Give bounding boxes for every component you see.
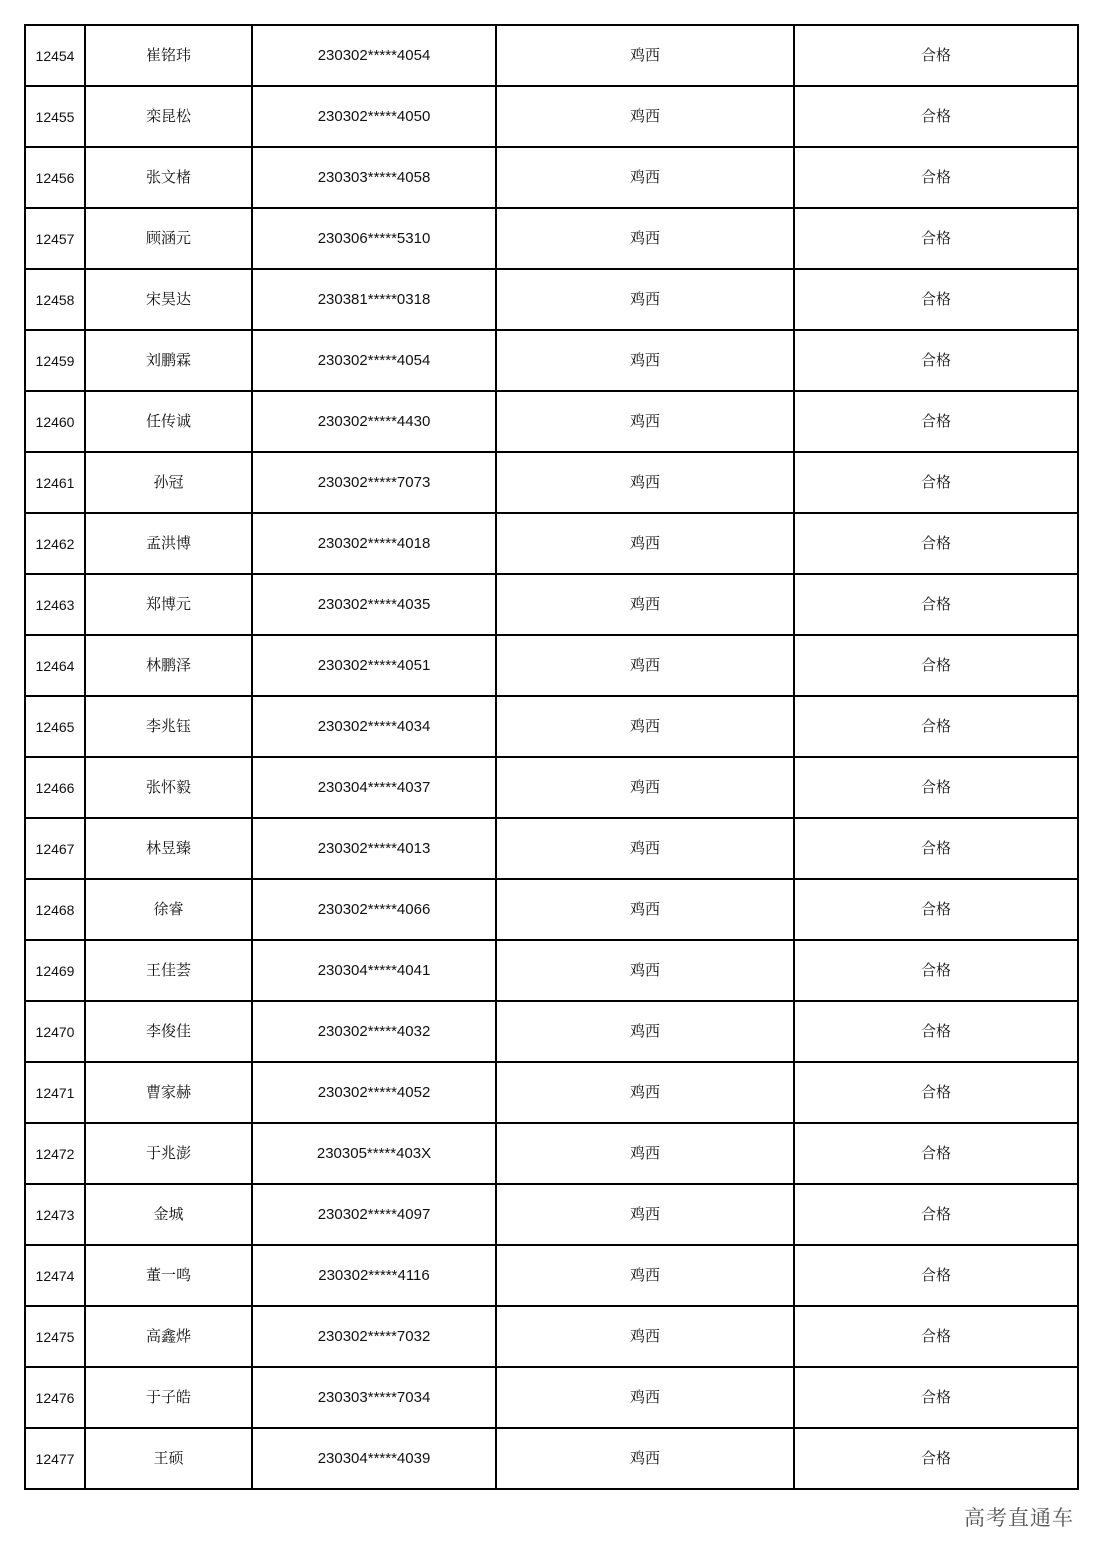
cell-region: 鸡西 (496, 1062, 794, 1123)
cell-id-number: 230381*****0318 (252, 269, 496, 330)
cell-region: 鸡西 (496, 818, 794, 879)
cell-id-number: 230303*****4058 (252, 147, 496, 208)
cell-result: 合格 (794, 635, 1078, 696)
cell-id-number: 230302*****4054 (252, 330, 496, 391)
table-row (25, 818, 1078, 879)
cell-name: 顾涵元 (85, 208, 252, 269)
cell-result: 合格 (794, 1245, 1078, 1306)
cell-region: 鸡西 (496, 86, 794, 147)
cell-region: 鸡西 (496, 452, 794, 513)
table-row (25, 879, 1078, 940)
cell-region: 鸡西 (496, 269, 794, 330)
results-table (24, 24, 1079, 1490)
cell-region: 鸡西 (496, 696, 794, 757)
cell-name: 高鑫烨 (85, 1306, 252, 1367)
cell-serial-number: 12455 (25, 86, 85, 147)
cell-id-number: 230302*****7073 (252, 452, 496, 513)
table-row (25, 940, 1078, 1001)
cell-name: 林昱臻 (85, 818, 252, 879)
table-row (25, 147, 1078, 208)
cell-name: 王硕 (85, 1428, 252, 1489)
cell-serial-number: 12460 (25, 391, 85, 452)
cell-serial-number: 12469 (25, 940, 85, 1001)
cell-result: 合格 (794, 696, 1078, 757)
cell-name: 栾昆松 (85, 86, 252, 147)
cell-serial-number: 12472 (25, 1123, 85, 1184)
cell-result: 合格 (794, 269, 1078, 330)
cell-name: 刘鹏霖 (85, 330, 252, 391)
table-row (25, 1062, 1078, 1123)
cell-serial-number: 12457 (25, 208, 85, 269)
cell-result: 合格 (794, 818, 1078, 879)
table-row (25, 574, 1078, 635)
cell-region: 鸡西 (496, 391, 794, 452)
cell-id-number: 230304*****4041 (252, 940, 496, 1001)
cell-serial-number: 12463 (25, 574, 85, 635)
cell-id-number: 230302*****4066 (252, 879, 496, 940)
cell-result: 合格 (794, 940, 1078, 1001)
cell-serial-number: 12476 (25, 1367, 85, 1428)
cell-name: 孟洪博 (85, 513, 252, 574)
table-row (25, 513, 1078, 574)
cell-name: 曹家赫 (85, 1062, 252, 1123)
cell-name: 金城 (85, 1184, 252, 1245)
cell-serial-number: 12470 (25, 1001, 85, 1062)
cell-region: 鸡西 (496, 208, 794, 269)
cell-name: 崔铭玮 (85, 25, 252, 86)
cell-id-number: 230302*****4051 (252, 635, 496, 696)
cell-id-number: 230305*****403X (252, 1123, 496, 1184)
cell-result: 合格 (794, 330, 1078, 391)
cell-region: 鸡西 (496, 25, 794, 86)
table-row (25, 330, 1078, 391)
cell-serial-number: 12473 (25, 1184, 85, 1245)
cell-result: 合格 (794, 757, 1078, 818)
cell-serial-number: 12465 (25, 696, 85, 757)
cell-serial-number: 12475 (25, 1306, 85, 1367)
cell-name: 张文楮 (85, 147, 252, 208)
cell-id-number: 230302*****4050 (252, 86, 496, 147)
cell-result: 合格 (794, 452, 1078, 513)
table-row (25, 86, 1078, 147)
cell-id-number: 230303*****7034 (252, 1367, 496, 1428)
cell-result: 合格 (794, 1062, 1078, 1123)
cell-region: 鸡西 (496, 940, 794, 1001)
cell-id-number: 230302*****4052 (252, 1062, 496, 1123)
cell-serial-number: 12464 (25, 635, 85, 696)
cell-name: 张怀毅 (85, 757, 252, 818)
table-row (25, 25, 1078, 86)
cell-id-number: 230304*****4039 (252, 1428, 496, 1489)
cell-serial-number: 12474 (25, 1245, 85, 1306)
cell-name: 于子皓 (85, 1367, 252, 1428)
cell-serial-number: 12466 (25, 757, 85, 818)
cell-result: 合格 (794, 513, 1078, 574)
watermark: 高考直通车 (962, 1502, 1076, 1532)
table-row (25, 635, 1078, 696)
cell-name: 王佳荟 (85, 940, 252, 1001)
table-row (25, 1123, 1078, 1184)
table-row (25, 269, 1078, 330)
cell-serial-number: 12461 (25, 452, 85, 513)
cell-name: 李俊佳 (85, 1001, 252, 1062)
cell-serial-number: 12462 (25, 513, 85, 574)
cell-result: 合格 (794, 208, 1078, 269)
table-row (25, 1306, 1078, 1367)
cell-region: 鸡西 (496, 1001, 794, 1062)
cell-id-number: 230306*****5310 (252, 208, 496, 269)
cell-serial-number: 12459 (25, 330, 85, 391)
cell-result: 合格 (794, 1367, 1078, 1428)
cell-serial-number: 12477 (25, 1428, 85, 1489)
table-row (25, 1001, 1078, 1062)
cell-result: 合格 (794, 1001, 1078, 1062)
table-row (25, 757, 1078, 818)
cell-name: 董一鸣 (85, 1245, 252, 1306)
table-row (25, 1367, 1078, 1428)
cell-id-number: 230302*****4018 (252, 513, 496, 574)
cell-region: 鸡西 (496, 879, 794, 940)
cell-id-number: 230302*****4054 (252, 25, 496, 86)
cell-serial-number: 12458 (25, 269, 85, 330)
cell-result: 合格 (794, 86, 1078, 147)
cell-id-number: 230302*****4116 (252, 1245, 496, 1306)
cell-id-number: 230302*****4032 (252, 1001, 496, 1062)
cell-result: 合格 (794, 1123, 1078, 1184)
cell-id-number: 230302*****7032 (252, 1306, 496, 1367)
cell-region: 鸡西 (496, 1367, 794, 1428)
cell-name: 李兆钰 (85, 696, 252, 757)
cell-name: 孙冠 (85, 452, 252, 513)
cell-region: 鸡西 (496, 1245, 794, 1306)
cell-result: 合格 (794, 1428, 1078, 1489)
cell-region: 鸡西 (496, 330, 794, 391)
cell-region: 鸡西 (496, 635, 794, 696)
cell-name: 宋昊达 (85, 269, 252, 330)
cell-region: 鸡西 (496, 1428, 794, 1489)
cell-id-number: 230302*****4035 (252, 574, 496, 635)
cell-name: 于兆澎 (85, 1123, 252, 1184)
table-row (25, 1245, 1078, 1306)
cell-serial-number: 12454 (25, 25, 85, 86)
cell-serial-number: 12471 (25, 1062, 85, 1123)
cell-serial-number: 12456 (25, 147, 85, 208)
cell-region: 鸡西 (496, 574, 794, 635)
cell-id-number: 230302*****4034 (252, 696, 496, 757)
table-row (25, 1428, 1078, 1489)
cell-region: 鸡西 (496, 1123, 794, 1184)
cell-id-number: 230304*****4037 (252, 757, 496, 818)
cell-result: 合格 (794, 147, 1078, 208)
table-row (25, 391, 1078, 452)
table-row (25, 1184, 1078, 1245)
cell-result: 合格 (794, 391, 1078, 452)
cell-id-number: 230302*****4013 (252, 818, 496, 879)
cell-region: 鸡西 (496, 147, 794, 208)
table-row (25, 696, 1078, 757)
cell-serial-number: 12467 (25, 818, 85, 879)
results-table-body (25, 25, 1078, 1489)
cell-region: 鸡西 (496, 757, 794, 818)
cell-region: 鸡西 (496, 1184, 794, 1245)
cell-name: 林鹏泽 (85, 635, 252, 696)
cell-result: 合格 (794, 1306, 1078, 1367)
cell-name: 徐睿 (85, 879, 252, 940)
table-row (25, 208, 1078, 269)
cell-result: 合格 (794, 574, 1078, 635)
cell-name: 任传诚 (85, 391, 252, 452)
cell-name: 郑博元 (85, 574, 252, 635)
cell-result: 合格 (794, 879, 1078, 940)
table-row (25, 452, 1078, 513)
cell-result: 合格 (794, 25, 1078, 86)
cell-result: 合格 (794, 1184, 1078, 1245)
cell-serial-number: 12468 (25, 879, 85, 940)
cell-id-number: 230302*****4097 (252, 1184, 496, 1245)
cell-region: 鸡西 (496, 513, 794, 574)
cell-region: 鸡西 (496, 1306, 794, 1367)
cell-id-number: 230302*****4430 (252, 391, 496, 452)
